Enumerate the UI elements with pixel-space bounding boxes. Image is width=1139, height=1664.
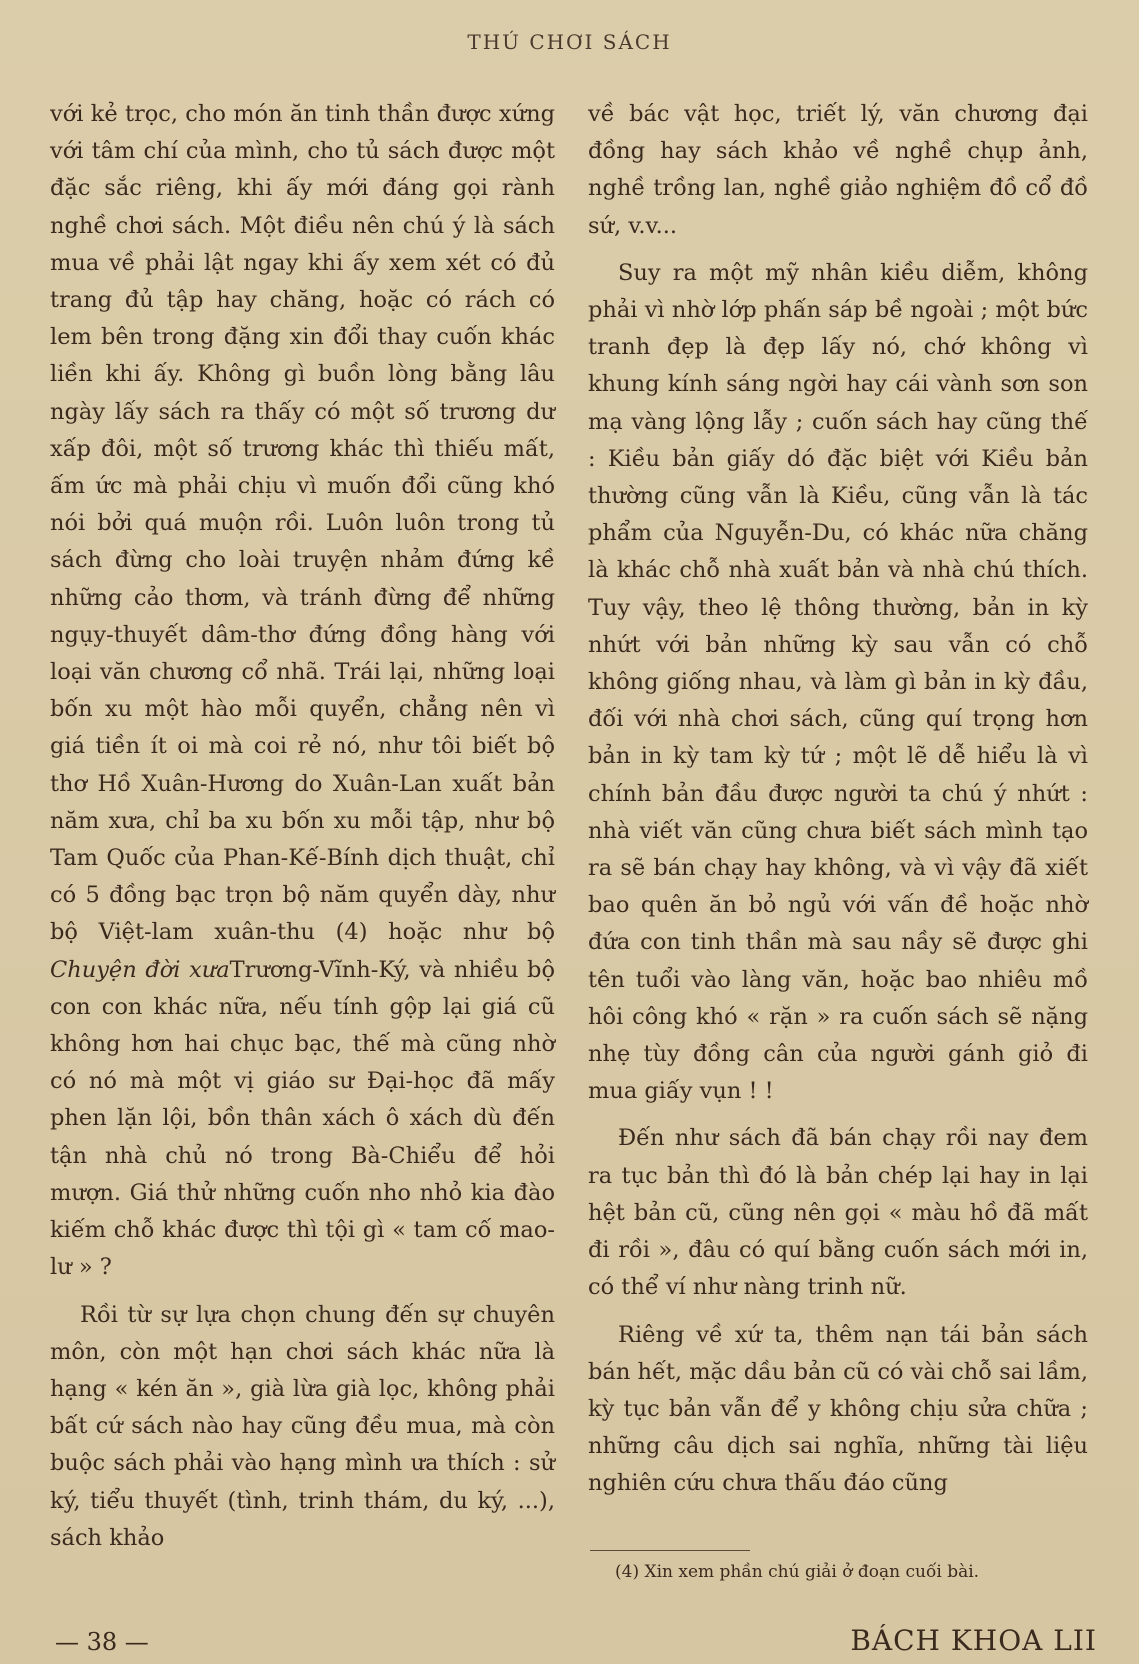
running-title: THÚ CHƠI SÁCH xyxy=(467,30,672,54)
paragraph-text: với kẻ trọc, cho món ăn tinh thần được xứng với tâm chí của mình, cho tủ sách được một đặc sắc riêng, khi ấy mới đáng gọi rành nghề chơi sách. Một điều nên chú ý là sách mua về phải lật ngay khi ấy xem xét có đủ trang đủ tập hay chăng, hoặc có rách có lem bên trong đặng xin đổi thay cuốn khác liền khi ấy. Không gì buồn lòng bằng lâu ngày lấy sách ra thấy có một số trương dư xấp đôi, một số trương khác thì thiếu mất, ấm ức mà phải chịu vì muốn đổi cũng khó nói bởi quá muộn rồi. Luôn luôn trong tủ sách đừng cho loài truyện nhảm đứng kề những cảo thơm, và tránh đừng để những ngụy-thuyết dâm-thơ đứng đồng hàng với loại văn chương cổ nhã. Trái lại, những loại bốn xu một hào mỗi quyển, chẳng nên vì giá tiền ít oi mà coi rẻ nó, như tôi biết bộ thơ Hồ Xuân-Hương do Xuân-Lan xuất bản năm xưa, chỉ ba xu bốn xu mỗi tập, như bộ Tam Quốc của Phan-Kế-Bính dịch thuật, chỉ có 5 đồng bạc trọn bộ năm quyển dày, như bộ Việt-lam xuân-thu (4) hoặc như bộ xyxy=(50,101,555,946)
page-number: — 38 — xyxy=(55,1628,149,1656)
paragraph: Riêng về xứ ta, thêm nạn tái bản sách bán hết, mặc dầu bản cũ có vài chỗ sai lầm, kỳ tục bản vẫn để y không chịu sửa chữa ; những câu dịch sai nghĩa, những tài liệu nghiên cứu chưa thấu đáo cũng xyxy=(588,1321,1088,1497)
left-column xyxy=(50,96,555,1557)
footnote: (4) Xin xem phần chú giải ở đoạn cuối bài. xyxy=(615,1562,980,1582)
magazine-name: BÁCH KHOA LII xyxy=(850,1624,1097,1657)
paragraph xyxy=(50,96,555,1287)
footnote-rule xyxy=(590,1550,750,1551)
italic-book-title: Chuyện đời xưa xyxy=(50,956,230,983)
paragraph: về bác vật học, triết lý, văn chương đại đồng hay sách khảo về nghề chụp ảnh, nghề trồng lan, nghề giảo nghiệm đồ cổ đồ sứ, v.v... xyxy=(588,101,1088,239)
paragraph: Đến như sách đã bán chạy rồi nay đem ra tục bản thì đó là bản chép lại hay in lại hệt bản cũ, cũng nên gọi « màu hồ đã mất đi rồi », đâu có quí bằng cuốn sách mới in, có thể ví như nàng trinh nữ. xyxy=(588,1125,1088,1301)
paragraph: Suy ra một mỹ nhân kiều diễm, không phải vì nhờ lớp phấn sáp bề ngoài ; một bức tranh đẹp là đẹp lấy nó, chớ không vì khung kính sáng ngời hay cái vành sơn son mạ vàng lộng lẫy ; cuốn sách hay cũng thế : Kiều bản giấy dó đặc biệt với Kiều bản thường cũng vẫn là Kiều, cũng vẫn là tác phẩm của Nguyễn-Du, có khác nữa chăng là khác chỗ nhà xuất bản và nhà chú thích. Tuy vậy, theo lệ thông thường, bản in kỳ nhứt với bản những kỳ sau vẫn có chỗ không giống nhau, và làm gì bản in kỳ đầu, đối với nhà chơi sách, cũng quí trọng hơn bản in kỳ tam kỳ tứ ; một lẽ dễ hiểu là vì chính bản đầu được người ta chú ý nhứt : nhà viết văn cũng chưa biết sách mình tạo ra sẽ bán chạy hay không, và vì vậy đã xiết bao quên ăn bỏ ngủ với vấn đề hoặc nhờ đứa con tinh thần mà sau nầy sẽ được ghi tên tuổi vào làng văn, hoặc bao nhiêu mồ hôi công khó « rặn » ra cuốn sách sẽ nặng nhẹ tùy đồng cân của người gánh giỏ đi mua giấy vụn ! ! xyxy=(588,259,1088,1105)
paragraph: Rồi từ sự lựa chọn chung đến sự chuyên môn, còn một hạn chơi sách khác nữa là hạng « kén ăn », già lừa già lọc, không phải bất cứ sách nào hay cũng đều mua, mà còn buộc sách phải vào hạng mình ưa thích : sử ký, tiểu thuyết (tình, trinh thám, du ký, ...), sách khảo xyxy=(50,1301,555,1551)
right-column xyxy=(588,96,1088,1503)
paragraph-text: Trương-Vĩnh-Ký, và nhiều bộ con con khác nữa, nếu tính gộp lại giá cũ không hơn hai chục bạc, thế mà cũng nhờ có nó mà một vị giáo sư Đại-học đã mấy phen lặn lội, bồn thân xách ô xách dù đến tận nhà chủ nó trong Bà-Chiểu để hỏi mượn. Giá thử những cuốn nho nhỏ kia đào kiếm chỗ khác được thì tội gì « tam cố mao-lư » ? xyxy=(50,956,555,1281)
